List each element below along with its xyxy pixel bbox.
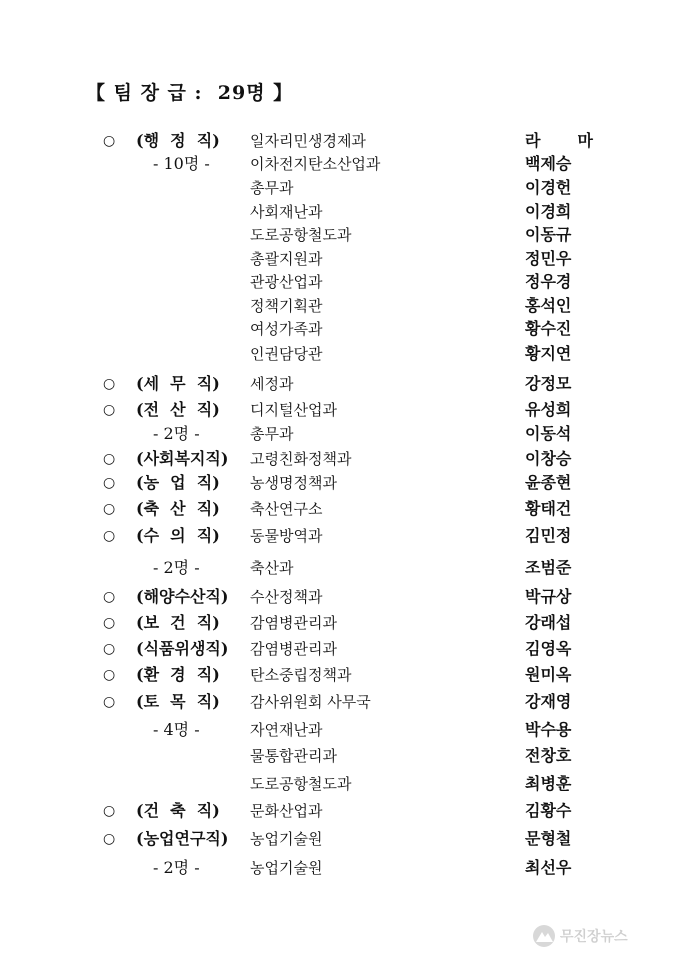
bullet-icon: ○ <box>103 501 116 517</box>
bullet-icon: ○ <box>103 402 116 418</box>
person-name: 정우경 <box>525 272 572 291</box>
department: 자연재난과 <box>250 721 323 739</box>
job-category: (농 업 직) <box>136 473 220 492</box>
person-name: 조범준 <box>525 558 572 577</box>
bullet-icon: ○ <box>103 831 116 847</box>
watermark-text: 무진장뉴스 <box>560 929 628 945</box>
department: 관광산업과 <box>250 273 323 291</box>
department: 정책기획관 <box>250 297 323 315</box>
person-name: 이동석 <box>525 424 572 443</box>
person-name: 문형철 <box>525 829 572 848</box>
person-name: 최선우 <box>525 858 572 877</box>
department: 물통합관리과 <box>250 747 337 765</box>
department: 축산연구소 <box>250 500 323 518</box>
list-item <box>0 719 680 741</box>
job-category: (수 의 직) <box>136 526 220 545</box>
list-item <box>0 318 680 340</box>
list-item <box>0 448 680 470</box>
list-item <box>0 612 680 634</box>
department: 인권담당관 <box>250 345 323 363</box>
person-name: 황지연 <box>525 344 572 363</box>
list-item <box>0 177 680 199</box>
list-item <box>0 498 680 520</box>
bullet-icon: ○ <box>103 133 116 149</box>
person-name: 정민우 <box>525 249 572 268</box>
job-category: (보 건 직) <box>136 613 220 632</box>
list-item <box>0 745 680 767</box>
job-category: (토 목 직) <box>136 692 220 711</box>
person-name: 이창승 <box>525 449 572 468</box>
mountain-logo-icon <box>532 924 556 948</box>
list-item <box>0 399 680 421</box>
job-category: (농업연구직) <box>136 829 229 848</box>
list-item <box>0 423 680 445</box>
headcount: - 2명 - <box>153 558 200 577</box>
list-item <box>0 201 680 223</box>
department: 감사위원회 사무국 <box>250 693 371 711</box>
bullet-icon: ○ <box>103 803 116 819</box>
list-item <box>0 857 680 879</box>
list-item <box>0 586 680 608</box>
bullet-icon: ○ <box>103 475 116 491</box>
job-category: (건 축 직) <box>136 801 220 820</box>
bullet-icon: ○ <box>103 589 116 605</box>
person-name: 강정모 <box>525 374 572 393</box>
department: 사회재난과 <box>250 203 323 221</box>
headcount: - 4명 - <box>153 720 200 739</box>
job-category: (전 산 직) <box>136 400 220 419</box>
person-name: 이경헌 <box>525 178 572 197</box>
department: 일자리민생경제과 <box>250 132 366 150</box>
bullet-icon: ○ <box>103 451 116 467</box>
page-title: 【 팀 장 급 : 29명 】 <box>86 82 294 104</box>
person-name: 박수용 <box>525 720 572 739</box>
person-name: 김황수 <box>525 801 572 820</box>
headcount: - 10명 - <box>153 154 210 173</box>
bullet-icon: ○ <box>103 528 116 544</box>
list-item <box>0 271 680 293</box>
job-category: (해양수산직) <box>136 587 229 606</box>
bullet-icon: ○ <box>103 615 116 631</box>
department: 고령친화정책과 <box>250 450 352 468</box>
person-name: 강래섭 <box>525 613 572 632</box>
list-item <box>0 691 680 713</box>
list-item <box>0 638 680 660</box>
person-name: 전창호 <box>525 746 572 765</box>
person-name: 이경희 <box>525 202 572 221</box>
bullet-icon: ○ <box>103 667 116 683</box>
department: 축산과 <box>250 559 294 577</box>
person-name: 이동규 <box>525 225 572 244</box>
person-name: 황수진 <box>525 319 572 338</box>
list-item <box>0 525 680 547</box>
department: 동물방역과 <box>250 527 323 545</box>
job-category: (세 무 직) <box>136 374 220 393</box>
person-name: 최병훈 <box>525 774 572 793</box>
department: 세정과 <box>250 375 294 393</box>
list-item <box>0 373 680 395</box>
job-category: (식품위생직) <box>136 639 229 658</box>
person-name: 강재영 <box>525 692 572 711</box>
department: 탄소중립정책과 <box>250 666 352 684</box>
department: 문화산업과 <box>250 802 323 820</box>
department: 감염병관리과 <box>250 614 337 632</box>
bullet-icon: ○ <box>103 641 116 657</box>
department: 농업기술원 <box>250 830 323 848</box>
job-category: (행 정 직) <box>136 131 220 150</box>
department: 디지털산업과 <box>250 401 337 419</box>
list-item <box>0 153 680 175</box>
person-name: 홍석인 <box>525 296 572 315</box>
list-item <box>0 773 680 795</box>
department: 농업기술원 <box>250 859 323 877</box>
department: 농생명정책과 <box>250 474 337 492</box>
department: 도로공항철도과 <box>250 226 352 244</box>
person-name: 윤종현 <box>525 473 572 492</box>
department: 총괄지원과 <box>250 250 323 268</box>
department: 감염병관리과 <box>250 640 337 658</box>
list-item <box>0 557 680 579</box>
department: 총무과 <box>250 179 294 197</box>
person-name: 원미옥 <box>525 665 572 684</box>
list-item <box>0 130 680 152</box>
person-name: 김영옥 <box>525 639 572 658</box>
list-item <box>0 295 680 317</box>
list-item <box>0 248 680 270</box>
person-name: 황태건 <box>525 499 572 518</box>
list-item <box>0 828 680 850</box>
department: 도로공항철도과 <box>250 775 352 793</box>
bullet-icon: ○ <box>103 376 116 392</box>
department: 이차전지탄소산업과 <box>250 155 381 173</box>
list-item <box>0 472 680 494</box>
department: 수산정책과 <box>250 588 323 606</box>
job-category: (환 경 직) <box>136 665 220 684</box>
job-category: (축 산 직) <box>136 499 220 518</box>
list-item <box>0 224 680 246</box>
person-name: 백제승 <box>525 154 572 173</box>
job-category: (사회복지직) <box>136 449 229 468</box>
headcount: - 2명 - <box>153 858 200 877</box>
department: 여성가족과 <box>250 320 323 338</box>
list-item <box>0 343 680 365</box>
bullet-icon: ○ <box>103 694 116 710</box>
person-name: 김민정 <box>525 526 572 545</box>
department: 총무과 <box>250 425 294 443</box>
list-item <box>0 664 680 686</box>
person-name: 유성희 <box>525 400 572 419</box>
watermark <box>532 920 670 952</box>
person-name: 박규상 <box>525 587 572 606</box>
headcount: - 2명 - <box>153 424 200 443</box>
list-item <box>0 800 680 822</box>
person-name: 라 마 <box>525 131 593 150</box>
